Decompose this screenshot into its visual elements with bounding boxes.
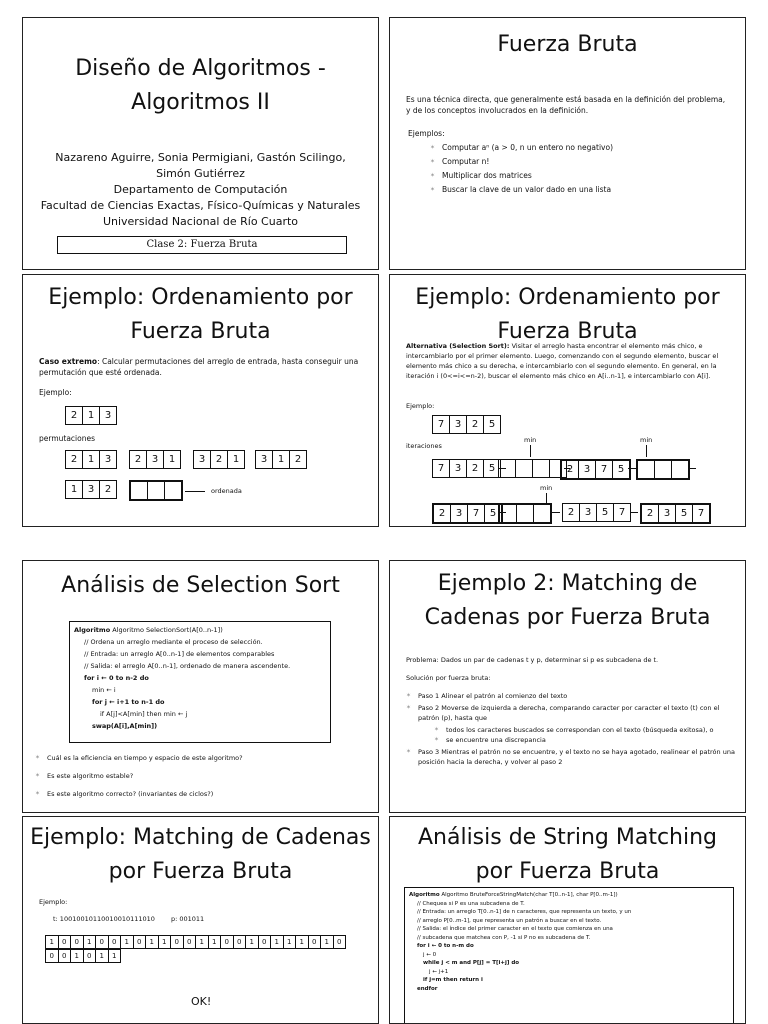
iter-array: 2 3 7 5 [560,459,631,480]
iter-array: 2 3 5 7 [562,503,631,522]
sorted-label: ordenada [211,487,242,495]
question-item: ✶ Es este algoritmo estable? [35,771,365,781]
text-label: t: 10010010110010010111010 [53,915,155,923]
class-label: Clase 2: Fuerza Bruta [57,236,347,254]
pattern-array [45,949,121,963]
min-label: min [524,436,537,444]
pattern-char-cell: 0 [59,950,72,962]
sorted-arrow [185,491,205,492]
question-item: ✶ Es este algoritmo correcto? (invariantes de ciclos?) [35,789,365,799]
slide-3-title: Ejemplo: Ordenamiento por Fuerza Bruta [48,285,353,344]
iter-array: 2 3 5 7 [640,503,711,524]
substep-item: ✶ todos los caracteres buscados se correspondan con el texto (búsqueda exitosa), o [434,725,736,735]
text-char-cell: 1 [146,936,159,948]
sorted-array-empty [129,480,183,501]
pattern-char-cell: 1 [112,952,117,960]
perm-array: 2 1 3 [65,450,117,469]
perm-array: 1 3 2 [65,480,117,499]
slide-7 [22,816,379,1024]
examples-list [430,142,720,195]
step-item: ✶ Paso 3 Mientras el patrón no se encuentre, y el texto no se haya agotado, realinear el patrón una posición hacia la derecha, y volver al paso 2 [406,747,736,767]
perm-array: 2 3 1 [129,450,181,469]
text-char-cell: 1 [84,936,97,948]
slide-6-title: Ejemplo 2: Matching de Cadenas por Fuerza Bruta [424,571,711,630]
step-item: ✶ Paso 1 Alinear el patrón al comienzo del texto [406,691,736,701]
solution-label: Solución por fuerza bruta: [406,674,491,682]
perms-label: permutaciones [39,434,95,443]
text-char-cell: 1 [296,936,309,948]
perm-array: 3 1 2 [255,450,307,469]
text-char-cell: 0 [221,936,234,948]
slide-8-title: Análisis de String Matching por Fuerza Bruta [417,825,718,884]
slide-3-case: Caso extremo: Calcular permutaciones del arreglo de entrada, hasta conseguir una permutación que esté ordenada. [39,357,359,377]
text-char-cell: 1 [271,936,284,948]
text-char-cell: 0 [337,938,342,946]
pattern-char-cell: 1 [71,950,84,962]
steps-list [406,691,736,767]
slide-3-example-label: Ejemplo: [39,388,72,397]
text-char-cell: 1 [246,936,259,948]
pattern-label: p: 001011 [171,915,205,923]
slide-4-title: Ejemplo: Ordenamiento por Fuerza Bruta [415,285,720,344]
text-char-cell: 0 [109,936,122,948]
text-array [45,935,346,949]
slide-5 [22,560,379,813]
min-label: min [540,484,553,492]
iter-array-empty [498,459,567,478]
iter-array: 7 3 2 5 [432,459,501,478]
step-item: ✶ Paso 2 Moverse de izquierda a derecha, comparando caracter por caracter el texto (t) con el patrón (p), hasta que [406,703,736,723]
text-char-cell: 1 [321,936,334,948]
slide-2-title: Fuerza Bruta [497,32,638,57]
slide-4 [389,274,746,527]
pattern-char-cell: 1 [96,950,109,962]
input-array: 7 3 2 5 [432,415,501,434]
text-char-cell: 1 [159,936,172,948]
slide-1 [22,17,379,270]
slide-6 [389,560,746,813]
slide-2-intro: Es una técnica directa, que generalmente está basada en la definición del problema, y de los conceptos involucrados en la definición. [406,95,726,115]
string-match-algorithm: Algoritmo Algoritmo BruteForceStringMatch(char T[0..n-1], char P[0..m-1]) // Chequea si P es una subcadena de T. // Entrada: un arreglo T[0..n-1] de n caracteres, que representa un texto, y un // arreglo P[0..m-1], que representa un patrón a buscar en el texto. // Salida: el índice del primer caracter en el texto que comienza en una // subcadena que matchea con P, -1 si P no es subcadena de T. for i ← 0 to n-m do j ← 0 while j < m and P[j] = T[i+j] do j ← j+1 if j=m then return i endfor [404,887,734,1024]
pattern-char-cell: 0 [46,950,59,962]
text-char-cell: 1 [121,936,134,948]
text-char-cell: 1 [209,936,222,948]
min-label: min [640,436,653,444]
problem-text: Problema: Dados un par de cadenas t y p, determinar si p es subcadena de t. [406,656,659,664]
slide-4-example-label: Ejemplo: [406,402,435,410]
text-char-cell: 0 [134,936,147,948]
text-char-cell: 0 [171,936,184,948]
slide-1-credits: Nazareno Aguirre, Sonia Permigiani, Gastón Scilingo, Simón Gutiérrez Departamento de Computación Facultad de Ciencias Exactas, Físico-Químicas y Naturales Universidad Nacional de Río Cuarto [40,151,361,228]
slide-3 [22,274,379,527]
text-char-cell: 1 [46,936,59,948]
questions-list [35,753,365,799]
examples-label: Ejemplos: [408,129,445,138]
slide-2 [389,17,746,270]
substep-item: ✶ se encuentre una discrepancia [434,735,736,745]
text-char-cell: 0 [259,936,272,948]
example-item: ✶ Multiplicar dos matrices [430,170,720,181]
text-char-cell: 0 [309,936,322,948]
example-item: ✶ Computar n! [430,156,720,167]
example-item: ✶ Buscar la clave de un valor dado en una lista [430,184,720,195]
slide-7-title: Ejemplo: Matching de Cadenas por Fuerza Bruta [30,825,371,884]
pattern-char-cell: 0 [84,950,97,962]
text-char-cell: 0 [96,936,109,948]
question-item: ✶ Cuál es la eficiencia en tiempo y espacio de este algoritmo? [35,753,365,763]
selection-sort-algorithm: Algoritmo Algoritmo SelectionSort(A[0..n-1]) // Ordena un arreglo mediante el proceso de selección. // Entrada: un arreglo A[0..n-1] de elementos comparables // Salida: el arreglo A[0..n-1], ordenado de manera ascendente. for i ← 0 to n-2 do min ← i for j ← i+1 to n-1 do if A[j]<A[min] then min ← j swap(A[i],A[min]) [69,621,331,743]
ok-label: OK! [191,995,212,1008]
input-array: 2 1 3 [65,406,117,425]
text-char-cell: 0 [184,936,197,948]
slide-5-title: Análisis de Selection Sort [61,573,340,598]
slide-1-title: Diseño de Algoritmos - Algoritmos II [75,56,326,115]
iter-array-empty [636,459,690,480]
slide-8 [389,816,746,1024]
text-char-cell: 0 [71,936,84,948]
slide-4-alt: Alternativa (Selection Sort): Visitar el arreglo hasta encontrar el elemento más chico, e intercambiarlo por el primer elemento. Luego, comenzando con el segundo elemento, buscar el elemento más chico a su derecha, e intercambiarlo con el segundo elemento. En general, en la iteración i (0<=i<=n-2), buscar el elemento más chico en A[i..n-1], e intercambiarlo con A[i]. [406,342,719,380]
iter-label: iteraciones [406,442,442,450]
text-char-cell: 0 [59,936,72,948]
iter-array: 2 3 7 5 [432,503,503,524]
iter-array-empty [498,503,552,524]
text-char-cell: 1 [284,936,297,948]
perm-array: 3 2 1 [193,450,245,469]
text-char-cell: 0 [234,936,247,948]
slide-7-example-label: Ejemplo: [39,898,68,906]
example-item: ✶ Computar aⁿ (a > 0, n un entero no negativo) [430,142,720,153]
text-char-cell: 1 [196,936,209,948]
